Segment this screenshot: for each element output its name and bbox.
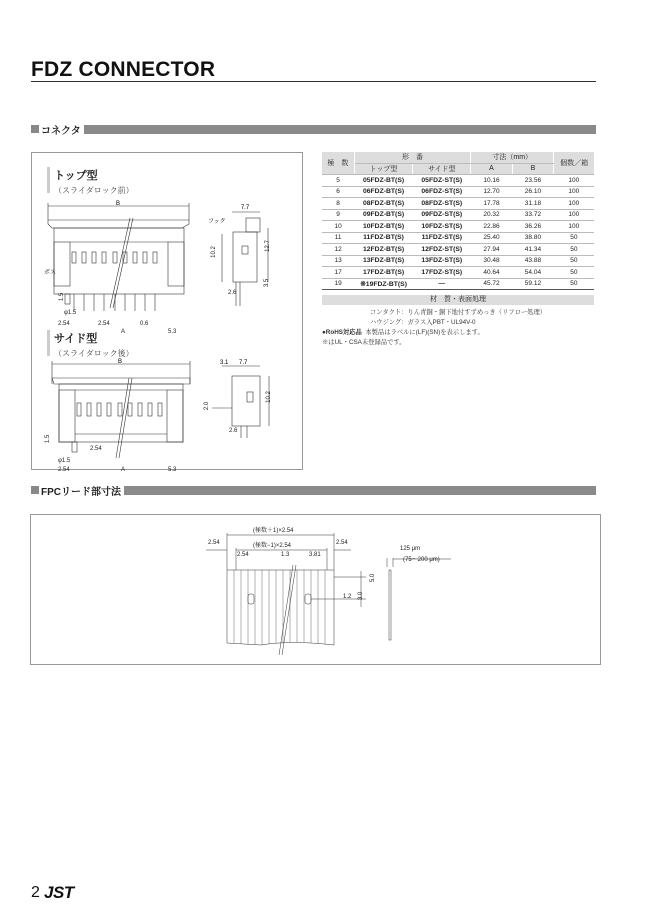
cell-b: 43.88	[512, 255, 553, 267]
dim-2-54-pitch: 2.54	[237, 552, 249, 558]
section-header-connector	[31, 124, 596, 137]
col-side: サイド型	[413, 163, 471, 175]
top-type-subtitle: （スライダロック前）	[54, 186, 134, 195]
cell-poles: 19	[322, 278, 354, 290]
side-type-subtitle: （スライダロック後）	[54, 349, 134, 358]
col-dims: 寸法（mm）	[471, 152, 554, 163]
dim-boss: ボス	[44, 270, 57, 276]
cell-poles: 12	[322, 244, 354, 256]
cell-a: 10.16	[471, 175, 512, 187]
cell-a: 12.70	[471, 186, 512, 198]
side-type-label	[47, 330, 134, 359]
cell-side: —	[413, 278, 471, 290]
cell-side: 05FDZ-ST(S)	[413, 175, 471, 187]
cell-side: 08FDZ-ST(S)	[413, 198, 471, 210]
cell-top: 12FDZ-BT(S)	[354, 244, 413, 256]
dim-5-3: 5.3	[168, 329, 177, 335]
cell-b: 31.18	[512, 198, 553, 210]
table-row	[322, 175, 594, 187]
materials-housing: ハウジング：ガラス入PBT・UL94V-0	[370, 319, 476, 326]
dim-12-7: 12.7	[264, 240, 271, 252]
jst-logo: JST	[44, 883, 74, 902]
dim-0-6: 0.6	[140, 321, 149, 327]
col-b: B	[512, 163, 553, 175]
dim-5-3: 5.3	[168, 467, 177, 473]
cell-a: 22.86	[471, 221, 512, 233]
dim-3-5: 3.5	[264, 278, 271, 288]
dim-a: A	[121, 467, 126, 473]
dim-right-margin: 2.54	[336, 540, 348, 546]
table-row	[322, 255, 594, 267]
dim-10-2: 10.2	[210, 246, 217, 258]
table-row	[322, 232, 594, 244]
top-type-title: トップ型	[54, 170, 98, 182]
dim-3-0: 3.0	[358, 591, 365, 601]
dim-2-6: 2.6	[229, 428, 238, 434]
cell-qty: 50	[554, 232, 594, 244]
cell-top: 13FDZ-BT(S)	[354, 255, 413, 267]
page-title: FDZ CONNECTOR	[31, 58, 216, 81]
cell-poles: 6	[322, 186, 354, 198]
rohs-label: ●RoHS対応品	[322, 329, 362, 336]
cell-poles: 9	[322, 209, 354, 221]
cell-top: 09FDZ-BT(S)	[354, 209, 413, 221]
cell-top: 10FDZ-BT(S)	[354, 221, 413, 233]
fpc-drawing-panel	[30, 514, 601, 665]
ul-note: ※はUL・CSA未登録品です。	[322, 339, 406, 346]
cell-b: 33.72	[512, 209, 553, 221]
cell-a: 45.72	[471, 278, 512, 290]
cell-b: 23.56	[512, 175, 553, 187]
cell-b: 36.26	[512, 221, 553, 233]
dim-2-54-pitch: 2.54	[98, 321, 110, 327]
cell-qty: 100	[554, 186, 594, 198]
dim-1-5: 1.5	[45, 434, 52, 444]
cell-qty: 50	[554, 267, 594, 279]
cell-a: 25.40	[471, 232, 512, 244]
table-row	[322, 267, 594, 279]
col-a: A	[471, 163, 512, 175]
col-poles: 極 数	[322, 152, 354, 175]
col-qty: 個数／箱	[554, 152, 594, 175]
dim-thickness: 125 μm	[400, 546, 421, 552]
cell-poles: 8	[322, 198, 354, 210]
section-bar	[84, 125, 596, 134]
top-type-label	[47, 167, 134, 196]
connector-drawing-panel	[31, 152, 303, 473]
side-type-title: サイド型	[54, 333, 98, 345]
dim-7-7: 7.7	[240, 205, 250, 211]
dim-inner-width: (極数−1)×2.54	[253, 543, 292, 549]
cell-top: 17FDZ-BT(S)	[354, 267, 413, 279]
cell-b: 54.04	[512, 267, 553, 279]
dim-3-1: 3.1	[220, 360, 229, 366]
materials-header: 材 質・表面処理	[322, 295, 594, 305]
cell-b: 38.80	[512, 232, 553, 244]
dim-10-2: 10.2	[265, 391, 272, 403]
page-number: 2	[31, 884, 40, 901]
dim-1-5: 1.5	[59, 292, 66, 302]
rohs-note	[322, 327, 484, 336]
section-label: FPCリード部寸法	[41, 486, 121, 498]
dim-b: B	[117, 359, 123, 365]
cell-qty: 100	[554, 198, 594, 210]
cell-qty: 100	[554, 209, 594, 221]
cell-side: 11FDZ-ST(S)	[413, 232, 471, 244]
cell-side: 17FDZ-ST(S)	[413, 267, 471, 279]
cell-qty: 50	[554, 278, 594, 290]
cell-top: ※19FDZ-BT(S)	[354, 278, 413, 290]
side-type-front-drawing	[32, 358, 302, 468]
cell-qty: 50	[554, 255, 594, 267]
table-row	[322, 278, 594, 290]
section-bar	[124, 486, 596, 495]
dim-3-81: 3.81	[309, 552, 321, 558]
dim-2-54-left: 2.54	[58, 467, 70, 473]
table-row	[322, 221, 594, 233]
cell-a: 27.94	[471, 244, 512, 256]
dim-thickness-range: (75〜200 μm)	[403, 557, 440, 563]
label-marker	[47, 167, 50, 193]
cell-poles: 13	[322, 255, 354, 267]
dim-2-54-pitch: 2.54	[90, 446, 102, 452]
cell-side: 09FDZ-ST(S)	[413, 209, 471, 221]
cell-qty: 100	[554, 221, 594, 233]
cell-a: 17.78	[471, 198, 512, 210]
cell-poles: 10	[322, 221, 354, 233]
cell-poles: 17	[322, 267, 354, 279]
cell-side: 13FDZ-ST(S)	[413, 255, 471, 267]
cell-qty: 100	[554, 175, 594, 187]
dim-2-54-left: 2.54	[58, 321, 70, 327]
cell-a: 40.64	[471, 267, 512, 279]
dim-hook: フック	[208, 219, 226, 225]
col-top: トップ型	[354, 163, 413, 175]
cell-a: 20.32	[471, 209, 512, 221]
table-row	[322, 244, 594, 256]
fpc-lead-drawing	[31, 515, 600, 664]
spec-table	[322, 152, 594, 290]
label-marker	[47, 330, 50, 356]
dim-2-0: 2.0	[204, 401, 211, 411]
title-underline	[31, 81, 596, 82]
rohs-text: 本製品はラベルに(LF)(SN)を表示します。	[365, 329, 484, 336]
materials-contact: コンタクト：りん青銅・銅下地付すずめっき（リフロー処理）	[370, 309, 547, 316]
dim-7-7: 7.7	[239, 360, 248, 366]
dim-b: B	[115, 201, 121, 207]
cell-side: 06FDZ-ST(S)	[413, 186, 471, 198]
cell-top: 08FDZ-BT(S)	[354, 198, 413, 210]
cell-b: 26.10	[512, 186, 553, 198]
top-type-front-drawing	[32, 198, 302, 313]
section-header-fpc	[31, 485, 596, 498]
dim-1-3: 1.3	[281, 552, 290, 558]
cell-poles: 5	[322, 175, 354, 187]
cell-side: 10FDZ-ST(S)	[413, 221, 471, 233]
cell-top: 05FDZ-BT(S)	[354, 175, 413, 187]
table-row	[322, 209, 594, 221]
cell-b: 59.12	[512, 278, 553, 290]
dim-a: A	[121, 329, 126, 335]
cell-poles: 11	[322, 232, 354, 244]
table-row	[322, 186, 594, 198]
table-row	[322, 198, 594, 210]
section-marker-icon	[31, 125, 39, 133]
dim-total-width: (極数＋1)×2.54	[253, 528, 294, 534]
cell-b: 41.34	[512, 244, 553, 256]
dim-phi-1-5: φ1.5	[64, 310, 77, 316]
dim-5-0: 5.0	[370, 573, 377, 583]
dim-phi-1-5: φ1.5	[58, 458, 71, 464]
cell-top: 06FDZ-BT(S)	[354, 186, 413, 198]
col-model: 形 番	[354, 152, 471, 163]
section-label: コネクタ	[41, 125, 81, 137]
cell-side: 12FDZ-ST(S)	[413, 244, 471, 256]
cell-top: 11FDZ-BT(S)	[354, 232, 413, 244]
cell-qty: 50	[554, 244, 594, 256]
cell-a: 30.48	[471, 255, 512, 267]
dim-2-6: 2.6	[228, 290, 237, 296]
section-marker-icon	[31, 486, 39, 494]
dim-left-margin: 2.54	[208, 540, 220, 546]
dim-1-2: 1.2	[343, 594, 352, 600]
